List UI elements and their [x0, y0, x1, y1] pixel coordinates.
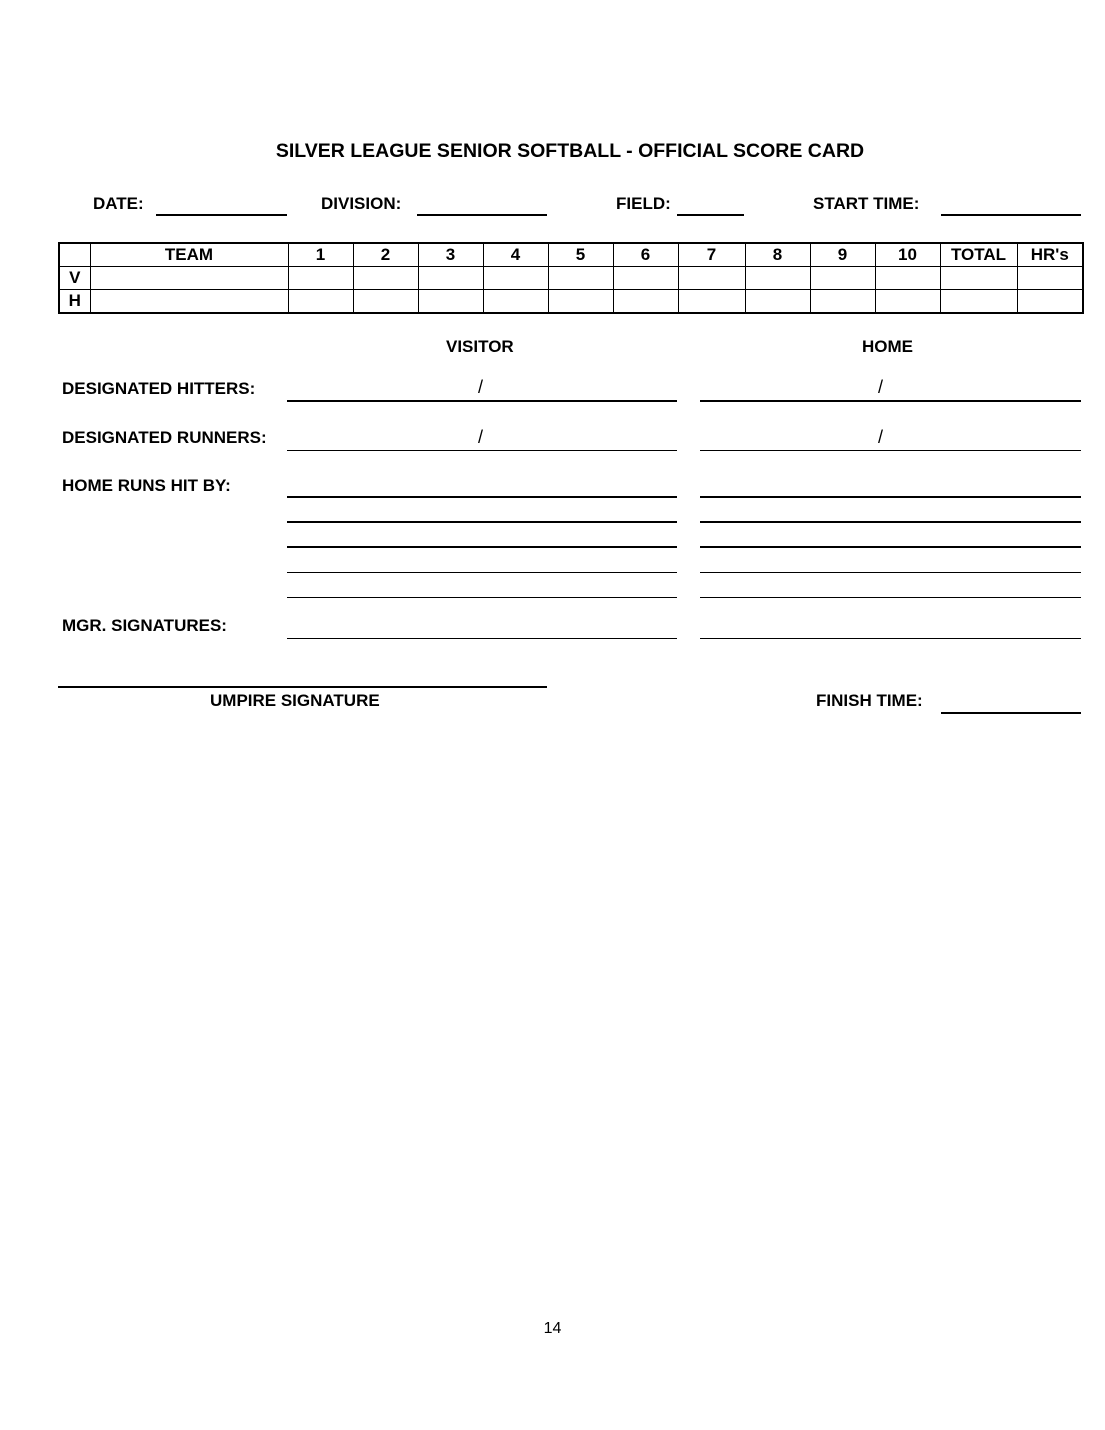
umpire-signature-label: UMPIRE SIGNATURE [210, 691, 380, 710]
header-cell-team: TEAM [90, 243, 288, 267]
page-title: SILVER LEAGUE SENIOR SOFTBALL - OFFICIAL SCORE CARD [275, 140, 865, 162]
inning-cell[interactable] [353, 267, 418, 290]
date-field[interactable] [156, 214, 287, 216]
score-table-row-visitor [59, 267, 1083, 290]
home-dr-slash: / [878, 427, 884, 447]
home-mgr-signature-field[interactable] [700, 638, 1081, 639]
inning-cell[interactable] [418, 267, 483, 290]
visitor-hr-line[interactable] [287, 496, 677, 498]
header-cell-total: TOTAL [940, 243, 1017, 267]
visitor-dr-slash: / [478, 427, 484, 447]
inning-cell[interactable] [678, 290, 745, 314]
field-field[interactable] [677, 214, 744, 216]
row-label-visitor: V [59, 267, 90, 290]
score-table-row-home [59, 290, 1083, 314]
visitor-designated-runners-field[interactable] [287, 450, 677, 451]
inning-cell[interactable] [548, 267, 613, 290]
designated-runners-label: DESIGNATED RUNNERS: [62, 428, 267, 447]
division-label: DIVISION: [321, 194, 402, 213]
header-cell-inning: 5 [548, 243, 613, 267]
header-cell-inning: 7 [678, 243, 745, 267]
hrs-cell[interactable] [1017, 267, 1083, 290]
inning-cell[interactable] [810, 290, 875, 314]
home-heading: HOME [862, 337, 913, 356]
inning-cell[interactable] [745, 267, 810, 290]
row-label-home: H [59, 290, 90, 314]
inning-cell[interactable] [483, 267, 548, 290]
team-cell[interactable] [90, 267, 288, 290]
finish-time-label: FINISH TIME: [816, 691, 923, 710]
start-time-label: START TIME: [813, 194, 920, 213]
inning-cell[interactable] [288, 290, 353, 314]
header-cell-inning: 1 [288, 243, 353, 267]
field-label: FIELD: [616, 194, 671, 213]
visitor-hr-line[interactable] [287, 572, 677, 573]
designated-hitters-label: DESIGNATED HITTERS: [62, 379, 256, 398]
score-table [58, 242, 1084, 314]
visitor-designated-hitters-field[interactable] [287, 400, 677, 402]
visitor-dh-slash: / [478, 377, 484, 397]
division-field[interactable] [417, 214, 547, 216]
header-cell-inning: 6 [613, 243, 678, 267]
hrs-cell[interactable] [1017, 290, 1083, 314]
header-cell-inning: 2 [353, 243, 418, 267]
inning-cell[interactable] [483, 290, 548, 314]
total-cell[interactable] [940, 267, 1017, 290]
inning-cell[interactable] [288, 267, 353, 290]
header-cell [59, 243, 90, 267]
home-dh-slash: / [878, 377, 884, 397]
header-cell-inning: 4 [483, 243, 548, 267]
visitor-heading: VISITOR [446, 337, 514, 356]
inning-cell[interactable] [353, 290, 418, 314]
page-number: 14 [543, 1320, 562, 1337]
header-cell-inning: 3 [418, 243, 483, 267]
home-hr-line[interactable] [700, 597, 1081, 598]
start-time-field[interactable] [941, 214, 1081, 216]
finish-time-field[interactable] [941, 712, 1081, 714]
header-cell-inning: 8 [745, 243, 810, 267]
inning-cell[interactable] [418, 290, 483, 314]
home-hr-line[interactable] [700, 496, 1081, 498]
home-hr-line[interactable] [700, 521, 1081, 523]
team-cell[interactable] [90, 290, 288, 314]
total-cell[interactable] [940, 290, 1017, 314]
home-hr-line[interactable] [700, 546, 1081, 548]
inning-cell[interactable] [810, 267, 875, 290]
inning-cell[interactable] [548, 290, 613, 314]
inning-cell[interactable] [875, 290, 940, 314]
header-cell-inning: 10 [875, 243, 940, 267]
inning-cell[interactable] [678, 267, 745, 290]
visitor-mgr-signature-field[interactable] [287, 638, 677, 639]
visitor-hr-line[interactable] [287, 521, 677, 523]
home-runs-label: HOME RUNS HIT BY: [62, 476, 231, 495]
visitor-hr-line[interactable] [287, 546, 677, 548]
inning-cell[interactable] [875, 267, 940, 290]
score-table-header-row [59, 243, 1083, 267]
umpire-signature-field[interactable] [58, 686, 547, 688]
inning-cell[interactable] [745, 290, 810, 314]
mgr-signatures-label: MGR. SIGNATURES: [62, 616, 227, 635]
home-designated-hitters-field[interactable] [700, 400, 1081, 402]
date-label: DATE: [93, 194, 144, 213]
home-hr-line[interactable] [700, 572, 1081, 573]
visitor-hr-line[interactable] [287, 597, 677, 598]
header-cell-hrs: HR's [1017, 243, 1083, 267]
header-cell-inning: 9 [810, 243, 875, 267]
inning-cell[interactable] [613, 290, 678, 314]
inning-cell[interactable] [613, 267, 678, 290]
home-designated-runners-field[interactable] [700, 450, 1081, 451]
